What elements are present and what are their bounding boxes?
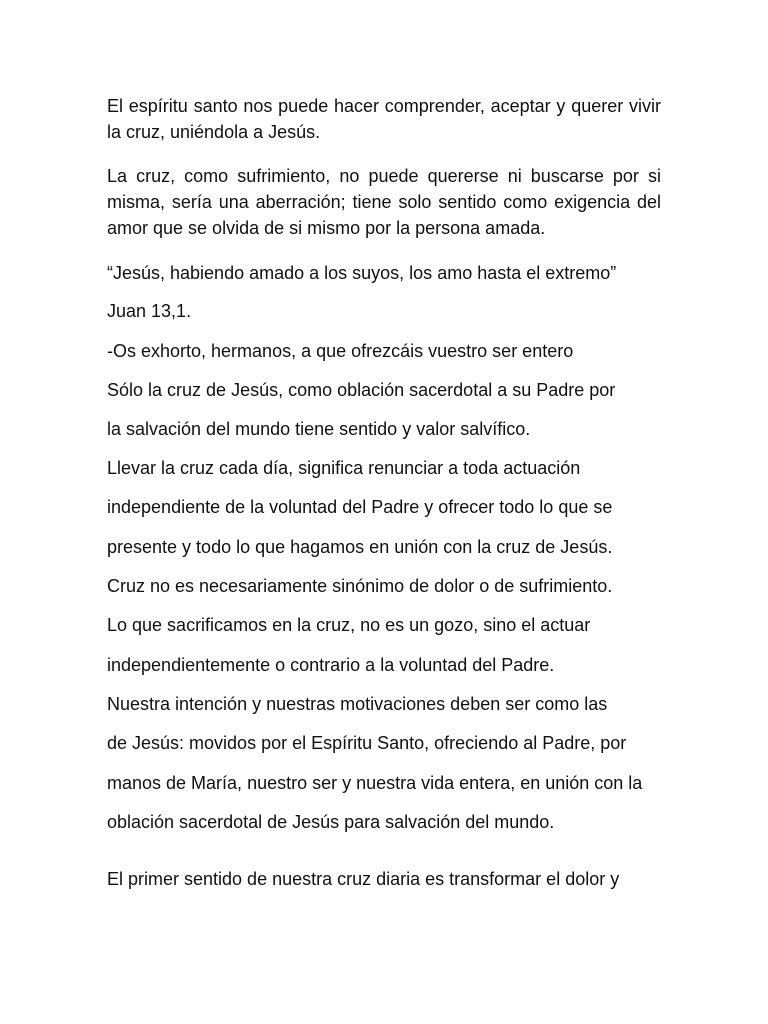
text-line-3: -Os exhorto, hermanos, a que ofrezcáis vuestro ser entero: [107, 341, 574, 361]
text-line-11: independientemente o contrario a la voluntad del Padre.: [107, 655, 555, 675]
text-line-2: Juan 13,1.: [107, 301, 192, 321]
text-line-10: Lo que sacrificamos en la cruz, no es un gozo, sino el actuar: [107, 615, 591, 635]
text-line-8: presente y todo lo que hagamos en unión con la cruz de Jesús.: [107, 537, 613, 557]
text-line-14: manos de María, nuestro ser y nuestra vida entera, en unión con la: [107, 773, 643, 793]
text-line-13: de Jesús: movidos por el Espíritu Santo, ofreciendo al Padre, por: [107, 733, 627, 753]
text-line-4: Sólo la cruz de Jesús, como oblación sacerdotal a su Padre por: [107, 380, 616, 400]
paragraph-2: La cruz, como sufrimiento, no puede quererse ni buscarse por si misma, sería una aberración; tiene solo sentido como exigencia del amor que se olvida de si mismo por la persona amada.: [107, 166, 661, 238]
text-line-6: Llevar la cruz cada día, significa renunciar a toda actuación: [107, 458, 581, 478]
text-line-1: “Jesús, habiendo amado a los suyos, los amo hasta el extremo”: [107, 263, 617, 283]
text-line-5: la salvación del mundo tiene sentido y valor salvífico.: [107, 419, 531, 439]
text-line-16: El primer sentido de nuestra cruz diaria es transformar el dolor y: [107, 869, 620, 889]
text-line-12: Nuestra intención y nuestras motivaciones deben ser como las: [107, 694, 608, 714]
paragraph-1: El espíritu santo nos puede hacer comprender, aceptar y querer vivir la cruz, uniéndola a Jesús.: [107, 96, 661, 142]
text-line-15: oblación sacerdotal de Jesús para salvación del mundo.: [107, 812, 555, 832]
text-line-7: independiente de la voluntad del Padre y ofrecer todo lo que se: [107, 497, 613, 517]
text-line-9: Cruz no es necesariamente sinónimo de dolor o de sufrimiento.: [107, 576, 613, 596]
